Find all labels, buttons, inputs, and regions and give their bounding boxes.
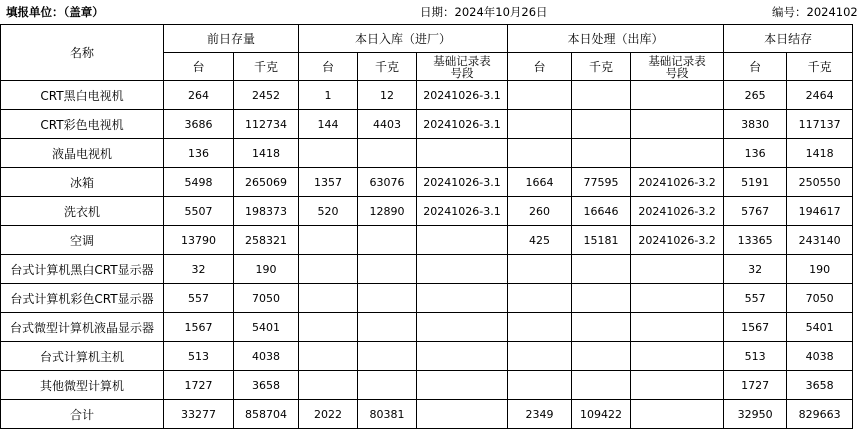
out-record-cell (631, 110, 724, 139)
total-bal-tai: 32950 (724, 400, 787, 429)
table-row (1, 284, 853, 313)
bal-tai-cell: 3830 (724, 110, 787, 139)
out-record-cell (631, 342, 724, 371)
header-unit-kg: 千克 (572, 53, 631, 81)
table-row (1, 371, 853, 400)
in-kg-cell: 63076 (358, 168, 417, 197)
bal-tai-cell: 5767 (724, 197, 787, 226)
in-record-cell: 20241026-3.1 (417, 110, 508, 139)
out-kg-cell: 15181 (572, 226, 631, 255)
bal-tai-cell: 1567 (724, 313, 787, 342)
in-kg-cell: 12890 (358, 197, 417, 226)
out-kg-cell (572, 110, 631, 139)
in-tai-cell (299, 139, 358, 168)
prev-kg-cell: 4038 (234, 342, 299, 371)
out-tai-cell (508, 110, 572, 139)
in-kg-cell (358, 226, 417, 255)
bal-tai-cell: 32 (724, 255, 787, 284)
prev-kg-cell: 258321 (234, 226, 299, 255)
in-tai-cell (299, 284, 358, 313)
prev-tai-cell: 5507 (164, 197, 234, 226)
total-out-kg: 109422 (572, 400, 631, 429)
out-tai-cell (508, 284, 572, 313)
in-tai-cell: 520 (299, 197, 358, 226)
header-name: 名称 (1, 25, 164, 81)
header-record-line2: 号段 (665, 65, 689, 80)
in-kg-cell (358, 371, 417, 400)
reporting-unit-label: 填报单位：（盖章） (6, 5, 104, 19)
out-record-cell: 20241026-3.2 (631, 197, 724, 226)
out-record-cell (631, 139, 724, 168)
prev-tai-cell: 32 (164, 255, 234, 284)
prev-tai-cell: 1727 (164, 371, 234, 400)
bal-tai-cell: 5191 (724, 168, 787, 197)
prev-kg-cell: 265069 (234, 168, 299, 197)
prev-tai-cell: 13790 (164, 226, 234, 255)
report-number: 编号：2024102 (772, 5, 858, 19)
in-tai-cell (299, 371, 358, 400)
out-record-cell: 20241026-3.2 (631, 168, 724, 197)
table-row (1, 139, 853, 168)
out-record-cell: 20241026-3.2 (631, 226, 724, 255)
in-tai-cell (299, 342, 358, 371)
prev-tai-cell: 136 (164, 139, 234, 168)
item-name: CRT彩色电视机 (1, 110, 164, 139)
prev-kg-cell: 1418 (234, 139, 299, 168)
in-record-cell (417, 255, 508, 284)
in-record-cell: 20241026-3.1 (417, 168, 508, 197)
total-in-record (417, 400, 508, 429)
bal-kg-cell: 5401 (787, 313, 853, 342)
report-meta-line (0, 0, 858, 24)
total-in-tai: 2022 (299, 400, 358, 429)
out-tai-cell: 425 (508, 226, 572, 255)
prev-tai-cell: 557 (164, 284, 234, 313)
out-tai-cell (508, 81, 572, 110)
in-kg-cell (358, 255, 417, 284)
bal-kg-cell: 190 (787, 255, 853, 284)
bal-kg-cell: 4038 (787, 342, 853, 371)
prev-kg-cell: 3658 (234, 371, 299, 400)
in-record-cell (417, 284, 508, 313)
total-row (1, 400, 853, 429)
header-unit-kg: 千克 (234, 53, 299, 81)
in-record-cell (417, 313, 508, 342)
header-prev-stock: 前日存量 (164, 25, 299, 53)
bal-tai-cell: 513 (724, 342, 787, 371)
in-kg-cell (358, 342, 417, 371)
item-name: 液晶电视机 (1, 139, 164, 168)
prev-tai-cell: 5498 (164, 168, 234, 197)
prev-kg-cell: 198373 (234, 197, 299, 226)
total-prev-kg: 858704 (234, 400, 299, 429)
header-unit-kg: 千克 (787, 53, 853, 81)
bal-kg-cell: 117137 (787, 110, 853, 139)
inventory-table (0, 24, 853, 429)
item-name: 空调 (1, 226, 164, 255)
bal-kg-cell: 3658 (787, 371, 853, 400)
out-tai-cell: 1664 (508, 168, 572, 197)
bal-kg-cell: 1418 (787, 139, 853, 168)
header-record-line2: 号段 (450, 65, 474, 80)
table-row (1, 342, 853, 371)
prev-tai-cell: 513 (164, 342, 234, 371)
table-row (1, 81, 853, 110)
out-record-cell (631, 284, 724, 313)
item-name: CRT黑白电视机 (1, 81, 164, 110)
out-kg-cell (572, 81, 631, 110)
out-record-cell (631, 255, 724, 284)
out-tai-cell (508, 139, 572, 168)
out-tai-cell (508, 255, 572, 284)
header-unit-tai: 台 (164, 53, 234, 81)
out-record-cell (631, 81, 724, 110)
bal-kg-cell: 194617 (787, 197, 853, 226)
header-record-line1: 基础记录表 (433, 53, 491, 68)
in-record-cell (417, 342, 508, 371)
item-name: 台式计算机彩色CRT显示器 (1, 284, 164, 313)
in-tai-cell: 144 (299, 110, 358, 139)
in-tai-cell (299, 255, 358, 284)
table-row (1, 168, 853, 197)
in-tai-cell (299, 313, 358, 342)
item-name: 冰箱 (1, 168, 164, 197)
out-kg-cell (572, 342, 631, 371)
prev-kg-cell: 5401 (234, 313, 299, 342)
bal-tai-cell: 1727 (724, 371, 787, 400)
out-kg-cell: 16646 (572, 197, 631, 226)
in-record-cell: 20241026-3.1 (417, 81, 508, 110)
prev-kg-cell: 2452 (234, 81, 299, 110)
header-record-line1: 基础记录表 (648, 53, 706, 68)
item-name: 台式微型计算机液晶显示器 (1, 313, 164, 342)
out-tai-cell: 260 (508, 197, 572, 226)
total-label: 合计 (1, 400, 164, 429)
out-kg-cell (572, 255, 631, 284)
bal-kg-cell: 250550 (787, 168, 853, 197)
out-record-cell (631, 313, 724, 342)
total-bal-kg: 829663 (787, 400, 853, 429)
out-kg-cell (572, 371, 631, 400)
bal-tai-cell: 265 (724, 81, 787, 110)
table-row (1, 197, 853, 226)
header-balance: 本日结存 (724, 25, 853, 53)
bal-kg-cell: 2464 (787, 81, 853, 110)
bal-tai-cell: 13365 (724, 226, 787, 255)
prev-tai-cell: 264 (164, 81, 234, 110)
out-kg-cell (572, 139, 631, 168)
report-date: 日期：2024年10月26日 (420, 5, 548, 19)
item-name: 台式计算机主机 (1, 342, 164, 371)
header-unit-tai: 台 (724, 53, 787, 81)
in-record-cell (417, 371, 508, 400)
out-kg-cell (572, 284, 631, 313)
table-row (1, 110, 853, 139)
bal-tai-cell: 136 (724, 139, 787, 168)
bal-kg-cell: 243140 (787, 226, 853, 255)
table-row (1, 313, 853, 342)
prev-tai-cell: 1567 (164, 313, 234, 342)
in-tai-cell: 1357 (299, 168, 358, 197)
in-tai-cell: 1 (299, 81, 358, 110)
header-inbound: 本日入库（进厂） (299, 25, 508, 53)
total-out-record (631, 400, 724, 429)
prev-tai-cell: 3686 (164, 110, 234, 139)
out-kg-cell (572, 313, 631, 342)
out-tai-cell (508, 342, 572, 371)
in-record-cell (417, 226, 508, 255)
out-kg-cell: 77595 (572, 168, 631, 197)
in-kg-cell: 4403 (358, 110, 417, 139)
total-prev-tai: 33277 (164, 400, 234, 429)
header-record-range (631, 53, 724, 81)
header-unit-kg: 千克 (358, 53, 417, 81)
bal-tai-cell: 557 (724, 284, 787, 313)
table-row (1, 255, 853, 284)
header-record-range (417, 53, 508, 81)
prev-kg-cell: 7050 (234, 284, 299, 313)
in-kg-cell (358, 139, 417, 168)
in-kg-cell: 12 (358, 81, 417, 110)
in-kg-cell (358, 284, 417, 313)
out-tai-cell (508, 313, 572, 342)
header-processed: 本日处理（出库） (508, 25, 724, 53)
item-name: 台式计算机黑白CRT显示器 (1, 255, 164, 284)
in-record-cell: 20241026-3.1 (417, 197, 508, 226)
header-unit-tai: 台 (508, 53, 572, 81)
out-tai-cell (508, 371, 572, 400)
total-out-tai: 2349 (508, 400, 572, 429)
item-name: 洗衣机 (1, 197, 164, 226)
prev-kg-cell: 112734 (234, 110, 299, 139)
in-record-cell (417, 139, 508, 168)
total-in-kg: 80381 (358, 400, 417, 429)
in-tai-cell (299, 226, 358, 255)
table-row (1, 226, 853, 255)
prev-kg-cell: 190 (234, 255, 299, 284)
header-unit-tai: 台 (299, 53, 358, 81)
in-kg-cell (358, 313, 417, 342)
out-record-cell (631, 371, 724, 400)
bal-kg-cell: 7050 (787, 284, 853, 313)
item-name: 其他微型计算机 (1, 371, 164, 400)
